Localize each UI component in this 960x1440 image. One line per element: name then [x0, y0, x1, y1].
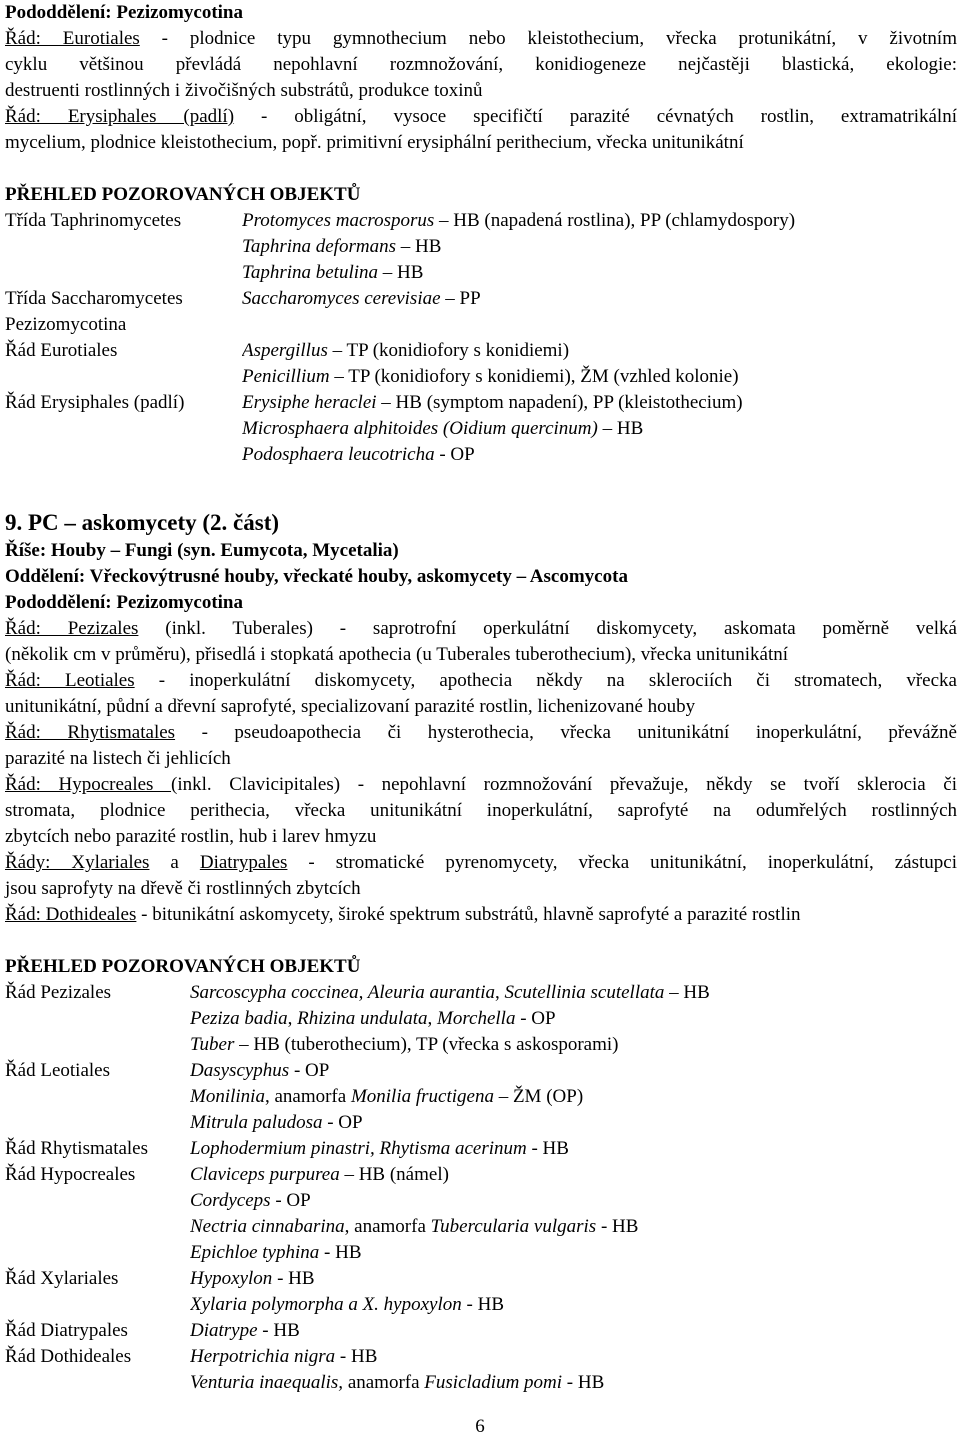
species-name: Venturia inaequalis,: [190, 1372, 344, 1393]
hypocreales-description-cont: stromata, plodnice perithecia, vřecka unitunikátní inoperkulátní, saprofyté na odumřelých rostlinných: [5, 800, 957, 821]
overview-entry: [190, 1110, 957, 1136]
entry-note: – HB: [395, 236, 442, 257]
entry-note: , anamorfa: [264, 1086, 351, 1107]
species-name: Epichloe typhina: [190, 1242, 320, 1263]
overview-entry: [242, 312, 957, 338]
eurotiales-description: [5, 26, 957, 52]
entry-note: – HB: [664, 982, 710, 1003]
xylariales-description-end: jsou saprofyty na dřevě či rostlinných zbytcích: [5, 878, 361, 899]
order-label: Řád: Pezizales: [5, 618, 139, 639]
entry-note: - HB: [319, 1242, 362, 1263]
entry-note: – ŽM (OP): [493, 1086, 584, 1107]
entry-note: – TP (konidiofory s konidiemi): [327, 340, 570, 361]
overview-table: [5, 980, 957, 1396]
species-name: Podosphaera leucotricha: [242, 444, 435, 465]
connector-text: a: [149, 852, 200, 873]
overview-group-label: Řád Dothideales: [5, 1346, 132, 1367]
hypocreales-description-end: zbytcích nebo parazité rostlin, hub i larev hmyzu: [5, 826, 377, 847]
entry-note: - OP: [270, 1190, 311, 1211]
overview-entry: [190, 1266, 957, 1292]
species-name: Mitrula paludosa: [190, 1112, 323, 1133]
entry-note: – HB (námel): [339, 1164, 449, 1185]
hypocreales-description: [5, 772, 957, 798]
description-text: (inkl. Clavicipitales) - nepohlavní rozmnožování převažuje, někdy se tvoří sklerocia či: [171, 774, 957, 795]
entry-note: - HB: [596, 1216, 639, 1237]
page-number: 6: [475, 1416, 485, 1437]
overview-entry: [190, 1058, 957, 1084]
overview-entry: [190, 1084, 957, 1110]
entry-note: - OP: [515, 1008, 556, 1029]
entry-note: – TP (konidiofory s konidiemi), ŽM (vzhled kolonie): [329, 366, 739, 387]
overview-heading: PŘEHLED POZOROVANÝCH OBJEKTŮ: [5, 956, 361, 977]
overview-group-label: [5, 1084, 190, 1110]
entry-note: - OP: [434, 444, 475, 465]
subdivision-line: Pododdělení: Pezizomycotina: [5, 592, 243, 613]
order-label: Řád: Eurotiales: [5, 28, 140, 49]
entry-note: – HB: [378, 262, 424, 283]
eurotiales-description-end: destruenti rostlinných i živočišných substrátů, produkce toxinů: [5, 80, 483, 101]
overview-group-label: [5, 1188, 190, 1214]
overview-group-label: [5, 1240, 190, 1266]
order-label: Řád: Hypocreales: [5, 774, 172, 795]
species-name: Saccharomyces cerevisiae: [242, 288, 441, 309]
overview-group-label: [5, 1110, 190, 1136]
overview-group-label: Třída Saccharomycetes: [5, 288, 183, 309]
overview-entry: [190, 1006, 957, 1032]
overview-group-label: Řád Pezizales: [5, 982, 112, 1003]
overview-group-label: Řád Xylariales: [5, 1268, 119, 1289]
species-name: Aspergillus: [242, 340, 328, 361]
species-name: Cordyceps: [190, 1190, 271, 1211]
overview-entry: [242, 234, 957, 260]
overview-entry: [242, 364, 957, 390]
order-label: Řády: Xylariales: [5, 852, 150, 873]
overview-entry: [190, 1344, 957, 1370]
order-label: Diatrypales: [199, 852, 288, 873]
entry-note: - HB: [335, 1346, 378, 1367]
order-label: Řád: Rhytismatales: [5, 722, 176, 743]
order-label: Řád: Leotiales: [5, 670, 135, 691]
section-title: 9. PC – askomycety (2. část): [5, 510, 280, 535]
description-text: - pseudoapothecia či hysterothecia, vřecka unitunikátní inoperkulátní, převážně: [175, 722, 957, 743]
overview-entry: [242, 338, 957, 364]
overview-entry: [190, 1032, 957, 1058]
species-name: Dasyscyphus: [190, 1060, 290, 1081]
overview-entry: [242, 260, 957, 286]
entry-note: – HB (tuberothecium), TP (vřecka s askosporami): [234, 1034, 619, 1055]
overview-entry: [242, 390, 957, 416]
eurotiales-description-cont: cyklu většinou převládá nepohlavní rozmnožování, konidiogeneze nejčastěji blastická, ekologie:: [5, 54, 957, 75]
overview-entry: [190, 1370, 957, 1396]
species-name: Taphrina betulina: [242, 262, 379, 283]
species-name: Nectria cinnabarina: [190, 1216, 345, 1237]
species-name: Morchella: [437, 1008, 516, 1029]
overview-entry: [190, 1188, 957, 1214]
erysiphales-description-end: mycelium, plodnice kleistothecium, popř. primitivní erysiphální perithecium, vřecka unitunikátní: [5, 132, 744, 153]
overview-group-label: [5, 1370, 190, 1396]
overview-group-label: [5, 364, 242, 390]
entry-note: - HB: [257, 1320, 300, 1341]
overview-group-label: Pezizomycotina: [5, 314, 127, 335]
overview-entry: [190, 1162, 957, 1188]
entry-note: ,: [495, 982, 505, 1003]
species-name: Claviceps purpurea: [190, 1164, 340, 1185]
erysiphales-description: [5, 104, 957, 130]
entry-note: – PP: [440, 288, 481, 309]
overview-group-label: [5, 442, 242, 468]
overview-group-label: Řád Diatrypales: [5, 1320, 128, 1341]
overview-entry: [190, 1136, 957, 1162]
entry-note: , anamorfa: [344, 1216, 431, 1237]
entry-note: - OP: [322, 1112, 363, 1133]
overview-group-label: Řád Hypocreales: [5, 1164, 136, 1185]
overview-table: [5, 208, 957, 468]
species-name: Taphrina deformans: [242, 236, 396, 257]
pezizales-description: [5, 616, 957, 642]
entry-note: ,: [287, 1008, 298, 1029]
document-page: [5, 0, 957, 1396]
species-name: Sarcoscypha coccinea, Aleuria aurantia: [190, 982, 495, 1003]
description-text: - plodnice typu gymnothecium nebo kleistothecium, vřecka protunikátní, v životním: [139, 28, 957, 49]
species-name: Scutellinia scutellata: [504, 982, 665, 1003]
overview-group-label: Řád Rhytismatales: [5, 1138, 149, 1159]
order-label: Řád: Erysiphales (padlí): [5, 106, 235, 127]
subdivision-heading: Pododdělení: Pezizomycotina: [5, 2, 243, 23]
species-name: Herpotrichia nigra: [190, 1346, 336, 1367]
entry-note: anamorfa: [343, 1372, 425, 1393]
species-name: Tuber: [190, 1034, 235, 1055]
dothideales-description: [5, 902, 957, 928]
overview-group-label: [5, 260, 242, 286]
overview-heading: PŘEHLED POZOROVANÝCH OBJEKTŮ: [5, 184, 361, 205]
overview-group-label: Řád Erysiphales (padlí): [5, 392, 185, 413]
kingdom-line: Říše: Houby – Fungi (syn. Eumycota, Mycetalia): [5, 540, 399, 561]
entry-note: – HB (napadená rostlina), PP (chlamydospory): [434, 210, 796, 231]
overview-entry: [242, 442, 957, 468]
overview-entry: [190, 1292, 957, 1318]
description-text: - stromatické pyrenomycety, vřecka unitunikátní, inoperkulátní, zástupci: [287, 852, 957, 873]
species-name: Monilia fructigena: [350, 1086, 494, 1107]
rhytismatales-description-end: parazité na listech či jehlicích: [5, 748, 231, 769]
xylariales-description: [5, 850, 957, 876]
rhytismatales-description: [5, 720, 957, 746]
overview-group-label: Řád Leotiales: [5, 1060, 110, 1081]
overview-entry: [190, 1240, 957, 1266]
entry-note: - HB: [562, 1372, 605, 1393]
overview-group-label: [5, 416, 242, 442]
species-name: Diatrype: [190, 1320, 258, 1341]
leotiales-description: [5, 668, 957, 694]
description-text: - bitunikátní askomycety, široké spektrum substrátů, hlavně saprofyté a parazité rostlin: [136, 904, 801, 925]
species-name: Hypoxylon: [190, 1268, 273, 1289]
overview-group-label: [5, 1292, 190, 1318]
entry-note: - HB: [461, 1294, 504, 1315]
species-name: Microsphaera alphitoides (Oidium quercinum): [242, 418, 598, 439]
species-name: Tubercularia vulgaris: [430, 1216, 597, 1237]
overview-entry: [242, 286, 957, 312]
description-text: (inkl. Tuberales) - saprotrofní operkulátní diskomycety, askomata poměrně velká: [138, 618, 957, 639]
overview-group-label: [5, 1214, 190, 1240]
species-name: Peziza badia: [190, 1008, 288, 1029]
species-name: Penicillium: [242, 366, 330, 387]
overview-entry: [242, 416, 957, 442]
entry-note: – HB: [597, 418, 644, 439]
species-name: Erysiphe heraclei: [242, 392, 377, 413]
overview-entry: [242, 208, 957, 234]
overview-group-label: [5, 1032, 190, 1058]
order-label: Řád: Dothideales: [5, 904, 137, 925]
entry-note: - OP: [289, 1060, 330, 1081]
entry-note: - HB: [526, 1138, 569, 1159]
species-name: Lophodermium pinastri, Rhytisma acerinum: [190, 1138, 527, 1159]
overview-group-label: Třída Taphrinomycetes: [5, 210, 182, 231]
species-name: Xylaria polymorpha a X. hypoxylon: [190, 1294, 462, 1315]
overview-entry: [190, 1318, 957, 1344]
species-name: Rhizina undulata: [297, 1008, 428, 1029]
species-name: Fusicladium pomi: [424, 1372, 563, 1393]
division-line: Oddělení: Vřeckovýtrusné houby, vřeckaté houby, askomycety – Ascomycota: [5, 566, 628, 587]
overview-entry: [190, 980, 957, 1006]
overview-entry: [190, 1214, 957, 1240]
description-text: - inoperkulátní diskomycety, apothecia někdy na sklerociích či stromatech, vřecka: [134, 670, 957, 691]
species-name: Monilinia: [190, 1086, 265, 1107]
leotiales-description-end: unitunikátní, půdní a dřevní saprofyté, specializovaní parazité rostlin, lichenizované houby: [5, 696, 696, 717]
species-name: Protomyces macrosporus: [242, 210, 435, 231]
pezizales-description-end: (několik cm v průměru), přisedlá i stopkatá apothecia (u Tuberales tuberothecium), vřecka unitunikátní: [5, 644, 788, 665]
overview-group-label: [5, 1006, 190, 1032]
description-text: - obligátní, vysoce specifičtí parazité cévnatých rostlin, extramatrikální: [234, 106, 957, 127]
overview-group-label: Řád Eurotiales: [5, 340, 118, 361]
entry-note: ,: [427, 1008, 438, 1029]
entry-note: - HB: [272, 1268, 315, 1289]
overview-group-label: [5, 234, 242, 260]
entry-note: – HB (symptom napadení), PP (kleistothecium): [376, 392, 743, 413]
